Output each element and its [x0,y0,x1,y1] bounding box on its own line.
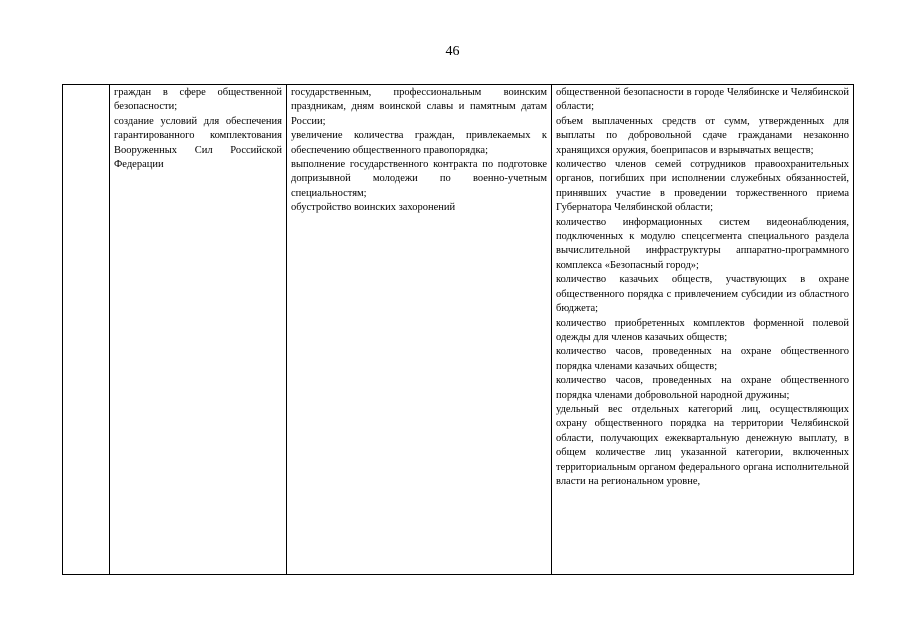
cell-line: граждан в сфере общественной безопасности; [114,87,282,113]
cell-content [287,85,551,216]
cell-line: общественной безопасности в городе Челябинске и Челябинской области; [556,87,849,113]
cell-content [552,85,853,489]
cell-line: государственным, профессиональным воинским праздникам, дням воинской славы и памятным датам России; [291,87,547,127]
table-cell-indicators [552,85,854,575]
cell-line: количество часов, проведенных на охране общественного порядка членами казачьих обществ; [556,346,849,372]
cell-line: количество казачьих обществ, участвующих в охране общественного порядка с привлечением субсидии из областного бюджета; [556,274,849,315]
table-cell-tasks [110,85,287,575]
cell-line: создание условий для обеспечения гарантированного комплектования Вооруженных Сил Российской Федерации [114,115,282,171]
cell-line: выполнение государственного контракта по подготовке допризывной молодежи по военно-учетным специальностям; [291,159,547,199]
table-cell-activities [287,85,552,575]
page-number: 46 [445,44,460,59]
cell-line: количество часов, проведенных на охране общественного порядка членами добровольной народной дружины; [556,375,849,401]
table-row [63,85,854,575]
cell-line: количество информационных систем видеонаблюдения, подключенных к модулю спецсегмента специального раздела вычислительной инфраструктуры аппаратно-программного комплекса «Безопасный город»; [556,216,849,271]
cell-line: удельный вес отдельных категорий лиц, осуществляющих охрану общественного порядка на территории Челябинской области, получающих ежеквартальную денежную выплату, в общем количестве лиц указанной категории, включенных территориальным органом федерального органа исполнительной власти на региональном уровне, [556,403,849,487]
cell-content [63,85,109,86]
table-cell-number [63,85,110,575]
cell-line: обустройство воинских захоронений [291,202,456,214]
program-indicators-table [62,84,854,575]
cell-line: количество членов семей сотрудников правоохранительных органов, погибших при исполнении служебных обязанностей, принявших участие в проведении торжественного приема Губернатора Челябинской области; [556,159,849,214]
cell-line: объем выплаченных средств от сумм, утвержденных для выплаты по добровольной сдаче гражданами незаконно хранящихся оружия, боеприпасов и взрывчатых веществ; [556,115,849,156]
cell-line: количество приобретенных комплектов форменной полевой одежды для членов казачьих обществ; [556,317,849,343]
cell-content [110,85,286,172]
cell-line: увеличение количества граждан, привлекаемых к обеспечению общественного правопорядка; [291,130,547,156]
